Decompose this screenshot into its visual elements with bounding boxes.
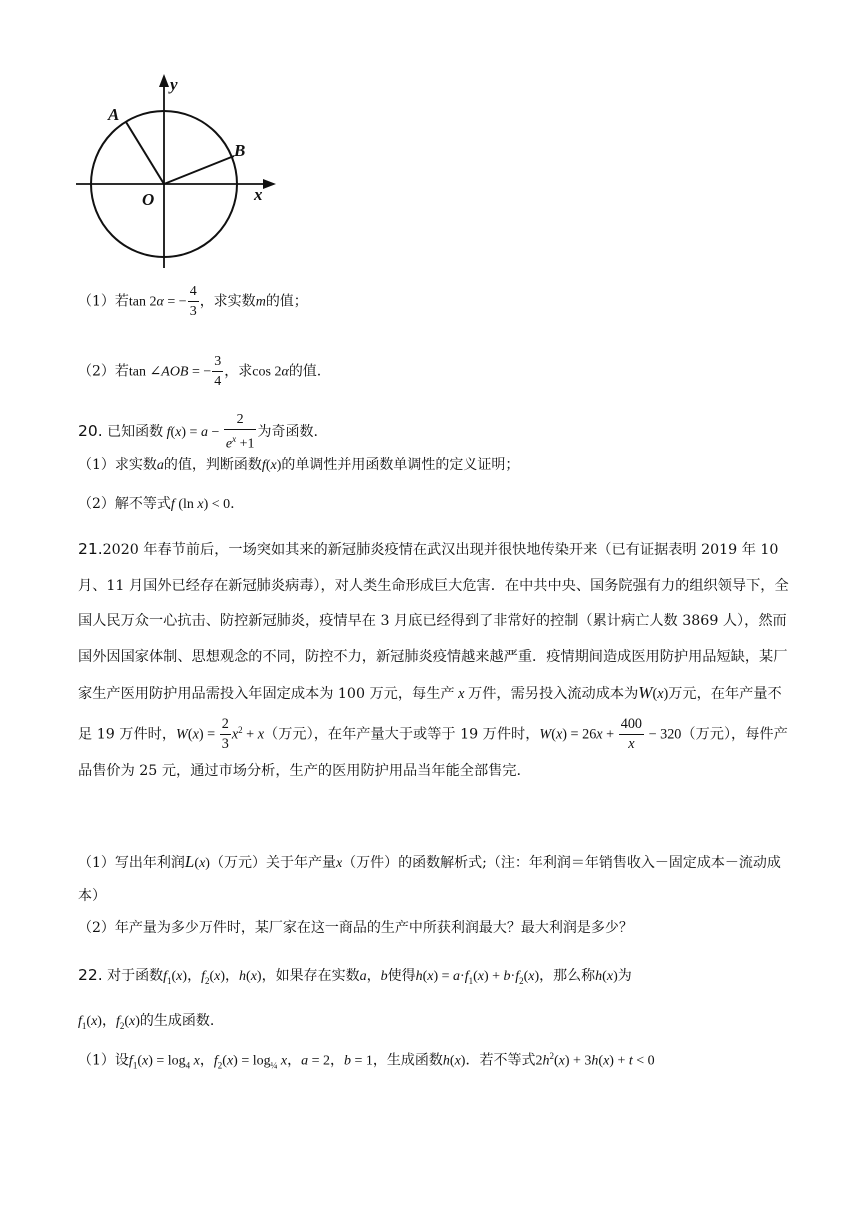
q22-part1: （1）设$f_1(x) = \log_4 x$，$f_2(x) = \log_{\frac{1}{4}} x$，a = 2，b = 1，生成函数h(x)．若不等式$2h^2(x) + 3h(x) + t < 0$ [78, 1051, 655, 1071]
q22-statement: 22. 对于函数$f_1(x)$，$f_2(x)$，h(x)，如果存在实数a，b使得$h(x) = a\cdot f_1(x) + b\cdot f_2(x)$，那么称h(x)为 $f_1(x)$，$f_2(x)$的生成函数. [78, 966, 632, 1031]
q20-statement: 20. 已知函数 f(x) = a − $\frac{2}{e^x +1}$ 为奇函数. [78, 412, 318, 452]
fraction: $\frac{2}{e^x +1}$ [225, 412, 255, 452]
q19-part1: （1）若tan 2α = − $\frac{4}{3}$ ，求实数m的值； [78, 284, 308, 319]
q21-part1: （1）写出年利润L(x)（万元）关于年产量x（万件）的函数解析式;（注：年利润＝年销售收入－固定成本－流动成本） [78, 852, 781, 904]
label-x: x [254, 185, 263, 204]
x-axis-arrow [263, 179, 276, 189]
ray-ob [164, 156, 234, 184]
label-b: B [234, 141, 246, 160]
y-axis-arrow [159, 74, 169, 87]
q20-part2: （2）解不等式f (ln x) < 0. [78, 496, 235, 512]
fraction: $\frac{3}{4}$ [214, 354, 222, 389]
label-a: A [108, 105, 120, 124]
fraction: $\frac{4}{3}$ [189, 284, 197, 319]
label-o: O [142, 190, 155, 209]
q21-statement: 21.2020 年春节前后，一场突如其来的新冠肺炎疫情在武汉出现并很快地传染开来（已有证据表明 2019 年 10 月、11 月国外已经存在新冠肺炎病毒），对人类生命形成巨大危害．在中共中央、国务院强有力的组织领导下，全国人民万众一心抗击、防控新冠肺炎，疫情早在 3 月底已经得到了非常好的控制（累计病亡人数 3869 人），然而国外因国家体制、思想观念的不同，防控不力，新冠肺炎疫情越来越严重．疫情期间造成医用防护用品短缺，某厂家生产医用防护用品需投入年固定成本为 100 万元，每生产 x 万件，需另投入流动成本为W(x)万元，在年产量不足 19 万件时，W(x) = $\frac{2}{3}$ $x^2 + x$（万元），在年产量大于或等于 19 万件时，W(x) = 26x + $\frac{400}{x}$ − 320（万元），每件产品售价为 25 元，通过市场分析，生产的医用防护用品当年能全部售完. [78, 540, 789, 779]
q21-part2: （2）年产量为多少万件时，某厂家在这一商品的生产中所获利润最大？最大利润是多少？ [78, 920, 633, 936]
fraction: $\frac{400}{x}$ [620, 715, 642, 752]
ray-oa [126, 122, 164, 184]
q19-part2: （2）若tan ∠AOB = − $\frac{3}{4}$ ，求cos 2α的值. [78, 354, 322, 389]
unit-circle-figure [70, 68, 290, 278]
q20-part1: （1）求实数a的值，判断函数f(x)的单调性并用函数单调性的定义证明； [78, 457, 520, 473]
label-y: y [170, 75, 178, 94]
fraction: $\frac{2}{3}$ [221, 715, 229, 752]
